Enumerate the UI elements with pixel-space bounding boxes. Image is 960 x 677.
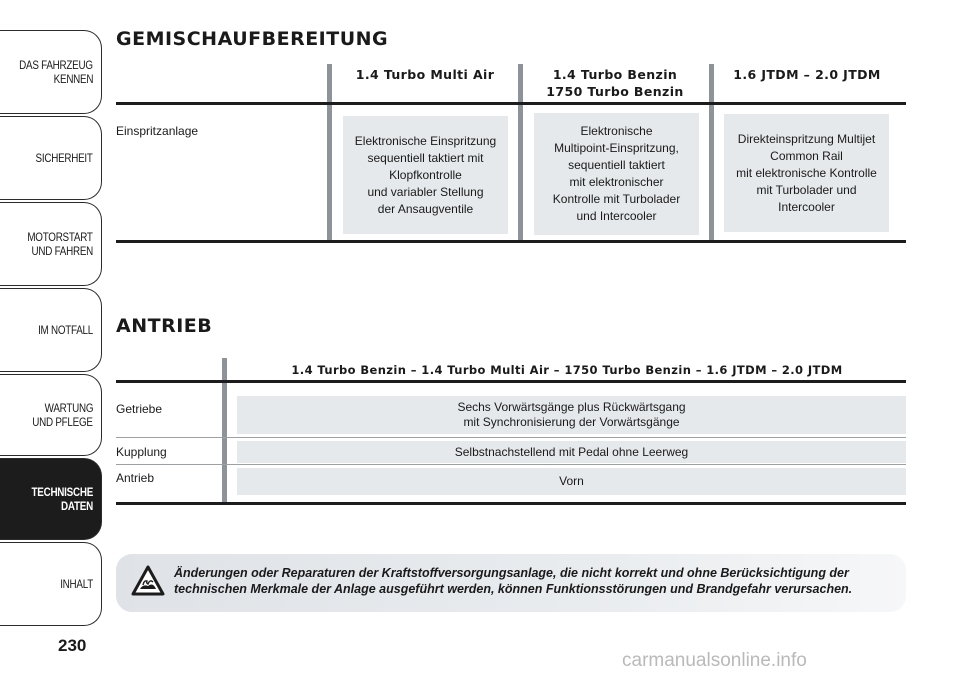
tab-label: IM NOTFALL <box>38 323 93 337</box>
tab-sicherheit[interactable] <box>0 116 102 200</box>
cell-line: Elektronische <box>580 124 653 138</box>
cell-line: Elektronische Einspritzung <box>354 133 497 148</box>
cell-line: Sechs Vorwärtsgänge plus Rückwärtsgang <box>457 400 686 414</box>
column-header-line: 1.4 Turbo Multi Air <box>355 67 495 82</box>
cell-line: Vorn <box>559 474 584 488</box>
tab-label: INHALT <box>60 577 93 591</box>
cell-line: Common Rail <box>770 148 843 163</box>
warning-triangle-icon <box>131 565 165 597</box>
section-title-drive: ANTRIEB <box>116 315 213 337</box>
column-header-multiair <box>340 66 510 83</box>
tab-inhalt[interactable] <box>0 542 102 626</box>
cell-getriebe <box>237 396 906 434</box>
cell-antrieb <box>237 468 906 495</box>
row-divider <box>116 464 906 465</box>
tab-label: KENNEN <box>53 72 93 86</box>
row-label-antrieb: Antrieb <box>116 471 155 485</box>
tab-wartung-und-pflege[interactable] <box>0 374 102 456</box>
cell-line: sequentiell taktiert <box>568 158 665 172</box>
cell-line: mit elektronischer <box>569 175 664 189</box>
tab-label: UND PFLEGE <box>32 415 93 429</box>
cell-kupplung <box>237 441 906 463</box>
tab-technische-daten[interactable] <box>0 458 102 540</box>
tab-motorstart-und-fahren[interactable] <box>0 202 102 286</box>
column-divider <box>327 64 332 242</box>
column-header-all-engines: 1.4 Turbo Benzin – 1.4 Turbo Multi Air – 1750 Turbo Benzin – 1.6 JTDM – 2.0 JTDM <box>291 363 843 377</box>
tab-label: DATEN <box>61 499 93 513</box>
cell-line: mit Turbolader und <box>756 182 857 197</box>
table-rule <box>116 102 906 105</box>
cell-line: der Ansaugventile <box>377 201 474 216</box>
cell-line: Multipoint-Einspritzung, <box>554 141 679 155</box>
tab-das-fahrzeug-kennen[interactable] <box>0 30 102 114</box>
column-header-jtdm <box>722 66 892 83</box>
watermark: carmanualsonline.info <box>622 650 807 671</box>
tab-label: UND FAHREN <box>31 244 93 258</box>
column-header-line: 1.4 Turbo Benzin <box>552 67 678 82</box>
tab-im-notfall[interactable] <box>0 288 102 372</box>
cell-line: Direkteinspritzung Multijet <box>737 131 876 146</box>
page-number: 230 <box>58 636 87 655</box>
table-rule <box>116 502 906 505</box>
tab-label: WARTUNG <box>44 401 93 415</box>
cell-line: und Intercooler <box>576 209 657 223</box>
cell-line: mit elektronische Kontrolle <box>736 165 877 180</box>
column-header-benzin <box>530 66 700 100</box>
table-rule <box>116 240 906 243</box>
cell-line: Klopfkontrolle <box>389 167 462 182</box>
column-divider <box>709 64 714 242</box>
cell-line: und variabler Stellung <box>367 184 484 199</box>
cell-benzin <box>534 113 699 235</box>
tab-label: SICHERHEIT <box>35 151 93 165</box>
section-title-mixture: GEMISCHAUFBEREITUNG <box>116 28 389 50</box>
warning-line: technischen Merkmale der Anlage ausgeführt werden, können Funktionsstörungen und Brandgefahr verursachen. <box>174 582 853 596</box>
row-label-kupplung: Kupplung <box>116 445 167 459</box>
cell-jtdm <box>724 114 889 232</box>
table-rule <box>116 380 906 383</box>
tab-label: DAS FAHRZEUG <box>19 58 93 72</box>
tab-label: TECHNISCHE <box>31 485 93 499</box>
cell-line: sequentiell taktiert mit <box>367 150 484 165</box>
warning-box <box>116 554 906 612</box>
cell-line: Intercooler <box>778 199 835 214</box>
cell-multiair <box>343 116 508 234</box>
warning-text <box>174 565 894 597</box>
cell-line: mit Synchronisierung der Vorwärtsgänge <box>463 415 680 429</box>
cell-line: Selbstnachstellend mit Pedal ohne Leerweg <box>454 444 689 459</box>
warning-line: Änderungen oder Reparaturen der Kraftstoffversorgungsanlage, die nicht korrekt und ohne Berücksichtigung der <box>174 566 849 580</box>
tab-label: MOTORSTART <box>27 230 93 244</box>
row-label-einspritzanlage: Einspritzanlage <box>116 124 199 138</box>
row-divider <box>116 437 906 438</box>
column-header-line: 1.6 JTDM – 2.0 JTDM <box>733 67 881 82</box>
column-header-line: 1750 Turbo Benzin <box>546 84 684 99</box>
cell-line: Kontrolle mit Turbolader <box>552 192 681 206</box>
row-label-getriebe: Getriebe <box>116 402 163 416</box>
column-divider <box>518 64 523 242</box>
